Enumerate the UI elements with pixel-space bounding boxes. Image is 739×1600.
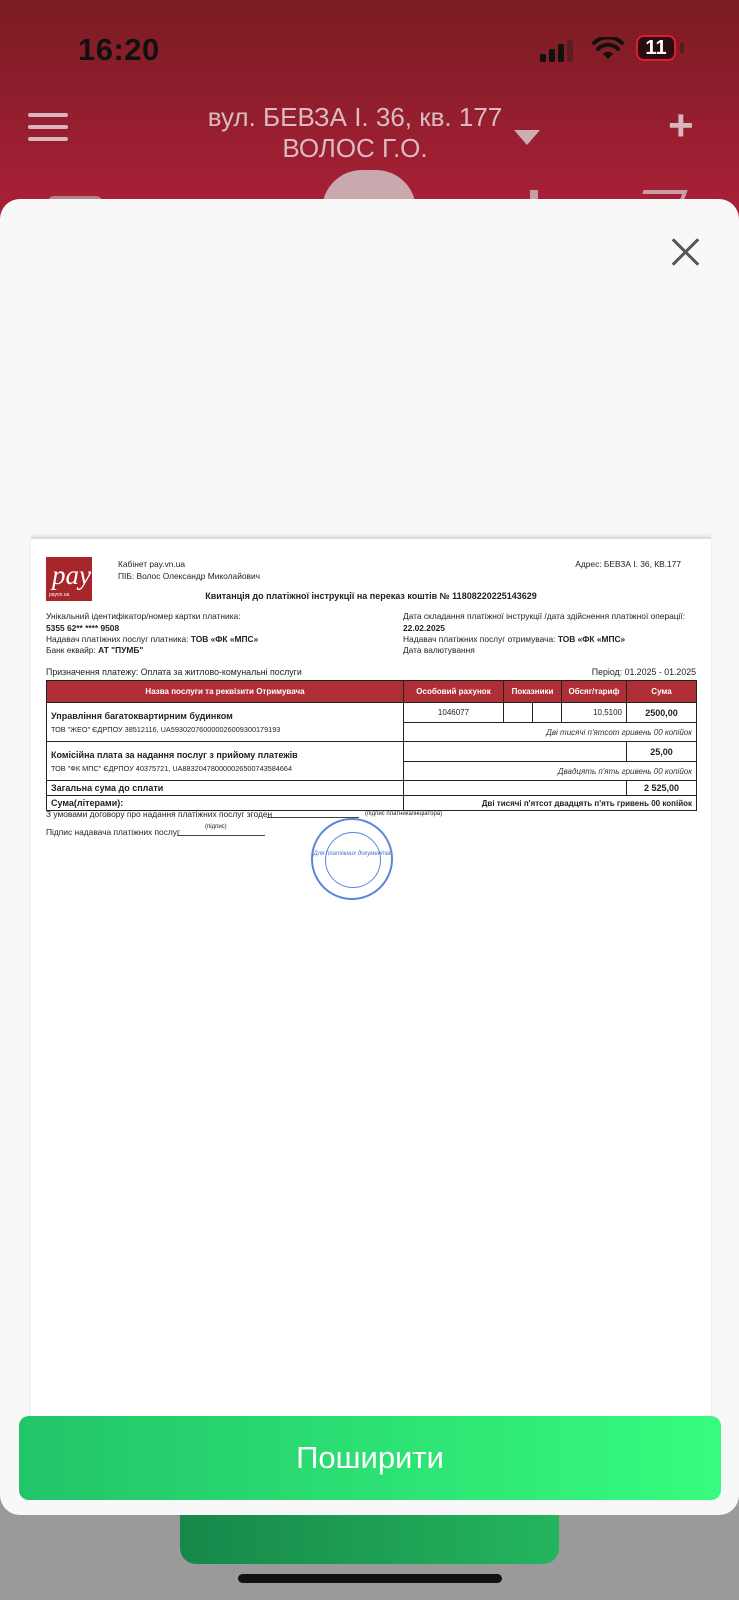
payer-sign-hint: (підпис платника/ініціатора) <box>365 811 443 817</box>
total-value: 2 525,00 <box>627 781 697 796</box>
payer-provider-line: Надавач платіжних послуг платника: ТОВ «ФК «МПС» <box>46 634 259 644</box>
sum-in-words: Двадцять п'ять гривень 00 копійок <box>404 762 697 781</box>
receipt-title: Квитанція до платіжної інструкції на переказ коштів № 11808220225143629 <box>205 591 537 601</box>
card-label: Унікальний ідентифікатор/номер картки платника: <box>46 611 241 621</box>
account-cell: 1046077 <box>404 703 504 723</box>
header-address: вул. БЕВЗА І. 36, кв. 177 <box>207 102 503 132</box>
date-value: 22.02.2025 <box>403 623 445 633</box>
service-name: Управління багатоквартирним будинком <box>51 710 233 721</box>
payment-period: Період: 01.2025 - 01.2025 <box>591 667 696 677</box>
recipient-provider-line: Надавач платіжних послуг отримувача: ТОВ «ФК «МПС» <box>403 634 626 644</box>
total-label: Загальна сума до сплати <box>47 781 404 796</box>
table-row <box>47 742 697 762</box>
logo-text: pay <box>52 560 91 590</box>
service-name: Комісійна плата за надання послуг з прийому платежів <box>51 749 298 760</box>
home-indicator <box>238 1574 502 1583</box>
payment-purpose: Призначення платежу: Оплата за житлово-комунальні послуги <box>46 667 302 677</box>
sum-cell: 2500,00 <box>627 703 697 723</box>
battery-indicator: 11 <box>636 35 676 61</box>
close-icon[interactable] <box>664 232 708 276</box>
sign-hint: (підпис) <box>205 824 227 830</box>
tariff-cell: 10,5100 <box>562 703 627 723</box>
share-button[interactable]: Поширити <box>19 1416 721 1500</box>
sum-cell: 25,00 <box>627 742 697 762</box>
service-details: ТОВ "ФК МПС" ЄДРПОУ 40375721, UA883204780000026500743584664 <box>51 763 293 773</box>
date-label: Дата складання платіжної інструкції /дата здійснення платіжної операції: <box>403 611 686 621</box>
agreement-text: З умовами договору про надання платіжних послуг згоден <box>46 809 273 819</box>
status-bar <box>0 30 739 70</box>
column-header: Показники <box>504 681 562 703</box>
wifi-icon <box>592 37 624 61</box>
logo-subtext: payvn.ua <box>49 592 70 598</box>
add-icon[interactable]: + <box>668 101 694 150</box>
table-header-row <box>47 681 697 703</box>
table-row <box>47 781 697 796</box>
cellular-signal-icon <box>540 40 574 62</box>
receipt-cabinet: Кабінет pay.vn.ua <box>118 559 186 569</box>
receipt-document <box>31 537 711 1419</box>
receipt-payer-name: ПІБ: Волос Олександр Миколайович <box>118 571 261 581</box>
receipt-address: Адрес: БЕВЗА І. 36, КВ.177 <box>575 559 681 569</box>
stamp-text: Для платіжних документів <box>313 851 391 857</box>
table-row <box>47 703 697 723</box>
hamburger-menu-icon[interactable] <box>28 113 68 141</box>
words-label: Сума(літерами): <box>47 796 404 811</box>
column-header: Особовий рахунок <box>404 681 504 703</box>
status-time: 16:20 <box>78 32 160 67</box>
acquirer-line: Банк еквайр: АТ "ПУМБ" <box>46 645 144 655</box>
header-owner-name: ВОЛОС Г.О. <box>282 133 428 163</box>
value-date-label: Дата валютування <box>403 645 475 655</box>
sum-in-words: Дві тисячі п'ятсот гривень 00 копійок <box>404 723 697 742</box>
account-selector[interactable] <box>170 102 540 164</box>
column-header: Обсяг/тариф <box>562 681 627 703</box>
chevron-down-icon[interactable] <box>514 130 540 145</box>
card-value: 5355 62** **** 9508 <box>46 623 120 633</box>
words-value: Дві тисячі п'ятсот двадцять п'ять гривень 00 копійок <box>404 796 697 811</box>
receipt-table <box>46 680 697 811</box>
column-header: Сума <box>627 681 697 703</box>
battery-tip <box>680 43 684 53</box>
account-cell <box>404 742 627 762</box>
service-details: ТОВ "ЖЕО" ЄДРПОУ 38512116, UA593020760000026009300179193 <box>51 724 281 734</box>
signature-line <box>177 835 265 836</box>
company-stamp <box>311 818 393 900</box>
column-header: Назва послуги та реквізити Отримувача <box>47 681 404 703</box>
provider-sign-text: Підпис надавача платіжних послуг <box>46 827 181 837</box>
